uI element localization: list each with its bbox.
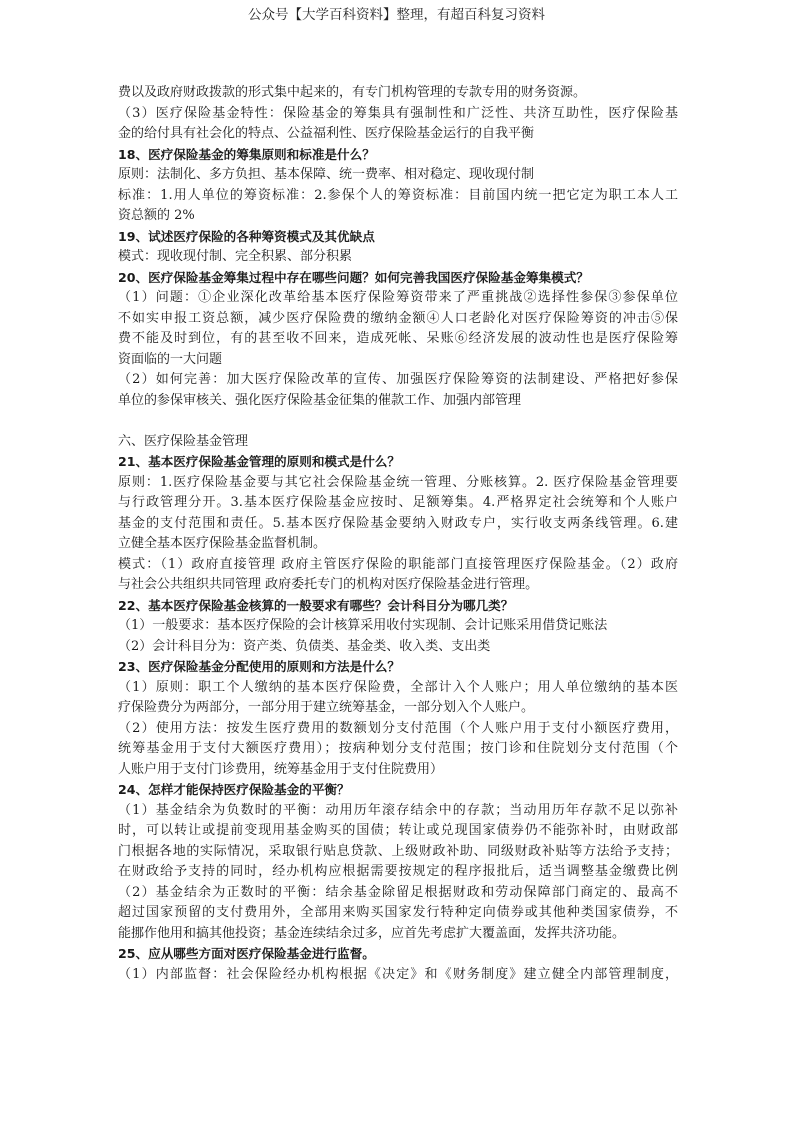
question-heading: 22、基本医疗保险基金核算的一般要求有哪些？会计科目分为哪几类？ (118, 597, 514, 613)
paragraph-line: 费不能及时到位，有的甚至收不回来，造成死帐、呆账⑥经济发展的波动性也是医疗保险筹 (118, 331, 678, 346)
paragraph-line: 时，可以转让或提前变现用基金购买的国债；转让或兑现国家债券仍不能弥补时，由财政部 (118, 823, 678, 838)
paragraph-line: 模式：（1）政府直接管理 政府主管医疗保险的职能部门直接管理医疗保险基金。（2）政府 (118, 556, 678, 572)
paragraph-line: （1）问题：①企业深化改革给基本医疗保险筹资带来了严重挑战②选择性参保③参保单位 (118, 290, 678, 305)
paragraph-line: 疗保险费分为两部分，一部分用于建立统筹基金，一部分划入个人账户。 (118, 700, 535, 715)
paragraph-line: 与社会公共组织共同管理 政府委托专门的机构对医疗保险基金进行管理。 (118, 577, 539, 592)
content-block-2 (118, 452, 678, 985)
paragraph-line: 统筹基金用于支付大额医疗费用）；按病种划分支付范围；按门诊和住院划分支付范围（个 (118, 741, 678, 756)
paragraph-line: （2）基金结余为正数时的平衡：结余基金除留足根据财政和劳动保障部门商定的、最高不 (118, 884, 678, 900)
paragraph-line: 原则：法制化、多方负担、基本保障、统一费率、相对稳定、现收现付制 (118, 167, 535, 182)
document-body (118, 83, 678, 985)
content-block-1 (118, 83, 678, 411)
paragraph-line: 原则：1.医疗保险基金要与其它社会保险基金统一管理、分账核算。2. 医疗保险基金管理要 (118, 474, 678, 490)
paragraph-line: 能挪作他用和搞其他投资；基金连续结余过多，应首先考虑扩大覆盖面，发挥共济功能。 (118, 925, 626, 941)
paragraph-line: 标准：1.用人单位的筹资标准：2.参保个人的筹资标准：目前国内统一把它定为职工本人工 (118, 187, 678, 203)
paragraph-line: 单位的参保审核关、强化医疗保险基金征集的催款工作、加强内部管理 (118, 392, 522, 408)
paragraph-line: 资总额的 2% (118, 208, 195, 223)
paragraph-line: 资面临的一大问题 (118, 351, 223, 367)
paragraph-line: （2）如何完善：加大医疗保险改革的宣传、加强医疗保险筹资的法制建设、严格把好参保 (118, 372, 678, 387)
page-header: 公众号【大学百科资料】整理，有超百科复习资料 (248, 7, 545, 23)
paragraph-line: 超过国家预留的支付费用外，全部用来购买国家发行特种定向债券或其他种类国家债券，不 (118, 905, 678, 920)
paragraph-line: （2）会计科目分为：资产类、负债类、基金类、收入类、支出类 (118, 638, 491, 654)
paragraph-line: （1）一般要求：基本医疗保险的会计核算采用收付实现制、会计记账采用借贷记账法 (118, 618, 608, 633)
question-heading: 21、基本医疗保险基金管理的原则和模式是什么？ (118, 454, 400, 469)
paragraph-line: 立健全基本医疗保险基金监督机制。 (118, 536, 327, 551)
question-heading: 23、医疗保险基金分配使用的原则和方法是什么？ (118, 659, 400, 674)
section-heading: 六、医疗保险基金管理 (118, 433, 249, 449)
paragraph-line: （3）医疗保险基金特性：保险基金的筹集具有强制性和广泛性、共济互助性，医疗保险基 (118, 105, 678, 121)
paragraph-line: 金的给付具有社会化的特点、公益福利性、医疗保险基金运行的自我平衡 (118, 126, 535, 141)
paragraph-line: 在财政给予支持的同时，经办机构应根据需要按规定的程序报批后，适当调整基金缴费比例 (118, 864, 678, 879)
question-heading: 25、应从哪些方面对医疗保险基金进行监督。 (118, 946, 375, 961)
paragraph-line: 不如实申报工资总额，减少医疗保险费的缴纳金额④人口老龄化对医疗保险筹资的冲击⑤保 (118, 310, 678, 326)
paragraph-line: （1）内部监督：社会保险经办机构根据《决定》和《财务制度》建立健全内部管理制度， (118, 966, 678, 982)
paragraph-line: （1）原则：职工个人缴纳的基本医疗保险费，全部计入个人账户；用人单位缴纳的基本医 (118, 679, 678, 695)
question-heading: 18、医疗保险基金的筹集原则和标准是什么？ (118, 146, 375, 162)
question-heading: 20、医疗保险基金筹集过程中存在哪些问题？如何完善我国医疗保险基金筹集模式？ (118, 269, 589, 285)
paragraph-line: 模式：现收现付制、完全积累、部分积累 (118, 249, 353, 264)
paragraph-line: （2）使用方法：按发生医疗费用的数额划分支付范围（个人账户用于支付小额医疗费用， (118, 720, 678, 736)
question-heading: 24、怎样才能保持医疗保险基金的平衡？ (118, 782, 350, 797)
paragraph-line: （1）基金结余为负数时的平衡：动用历年滚存结余中的存款；当动用历年存款不足以弥补 (118, 802, 678, 818)
question-heading: 19、试述医疗保险的各种筹资模式及其优缺点 (118, 228, 375, 244)
paragraph-line: 门根据各地的实际情况，采取银行贴息贷款、上级财政补助、同级财政补贴等方法给予支持； (118, 843, 678, 859)
section-spacer (118, 411, 678, 432)
paragraph-line: 基金的支付范围和责任。5.基本医疗保险基金要纳入财政专户，实行收支两条线管理。6.建 (118, 515, 678, 531)
paragraph-line: 费以及政府财政拨款的形式集中起来的，有专门机构管理的专款专用的财务资源。 (118, 85, 587, 100)
paragraph-line: 人账户用于支付门诊费用，统筹基金用于支付住院费用） (118, 761, 444, 777)
paragraph-line: 与行政管理分开。3.基本医疗保险基金应按时、足额筹集。4.严格界定社会统筹和个人账户 (118, 495, 678, 510)
